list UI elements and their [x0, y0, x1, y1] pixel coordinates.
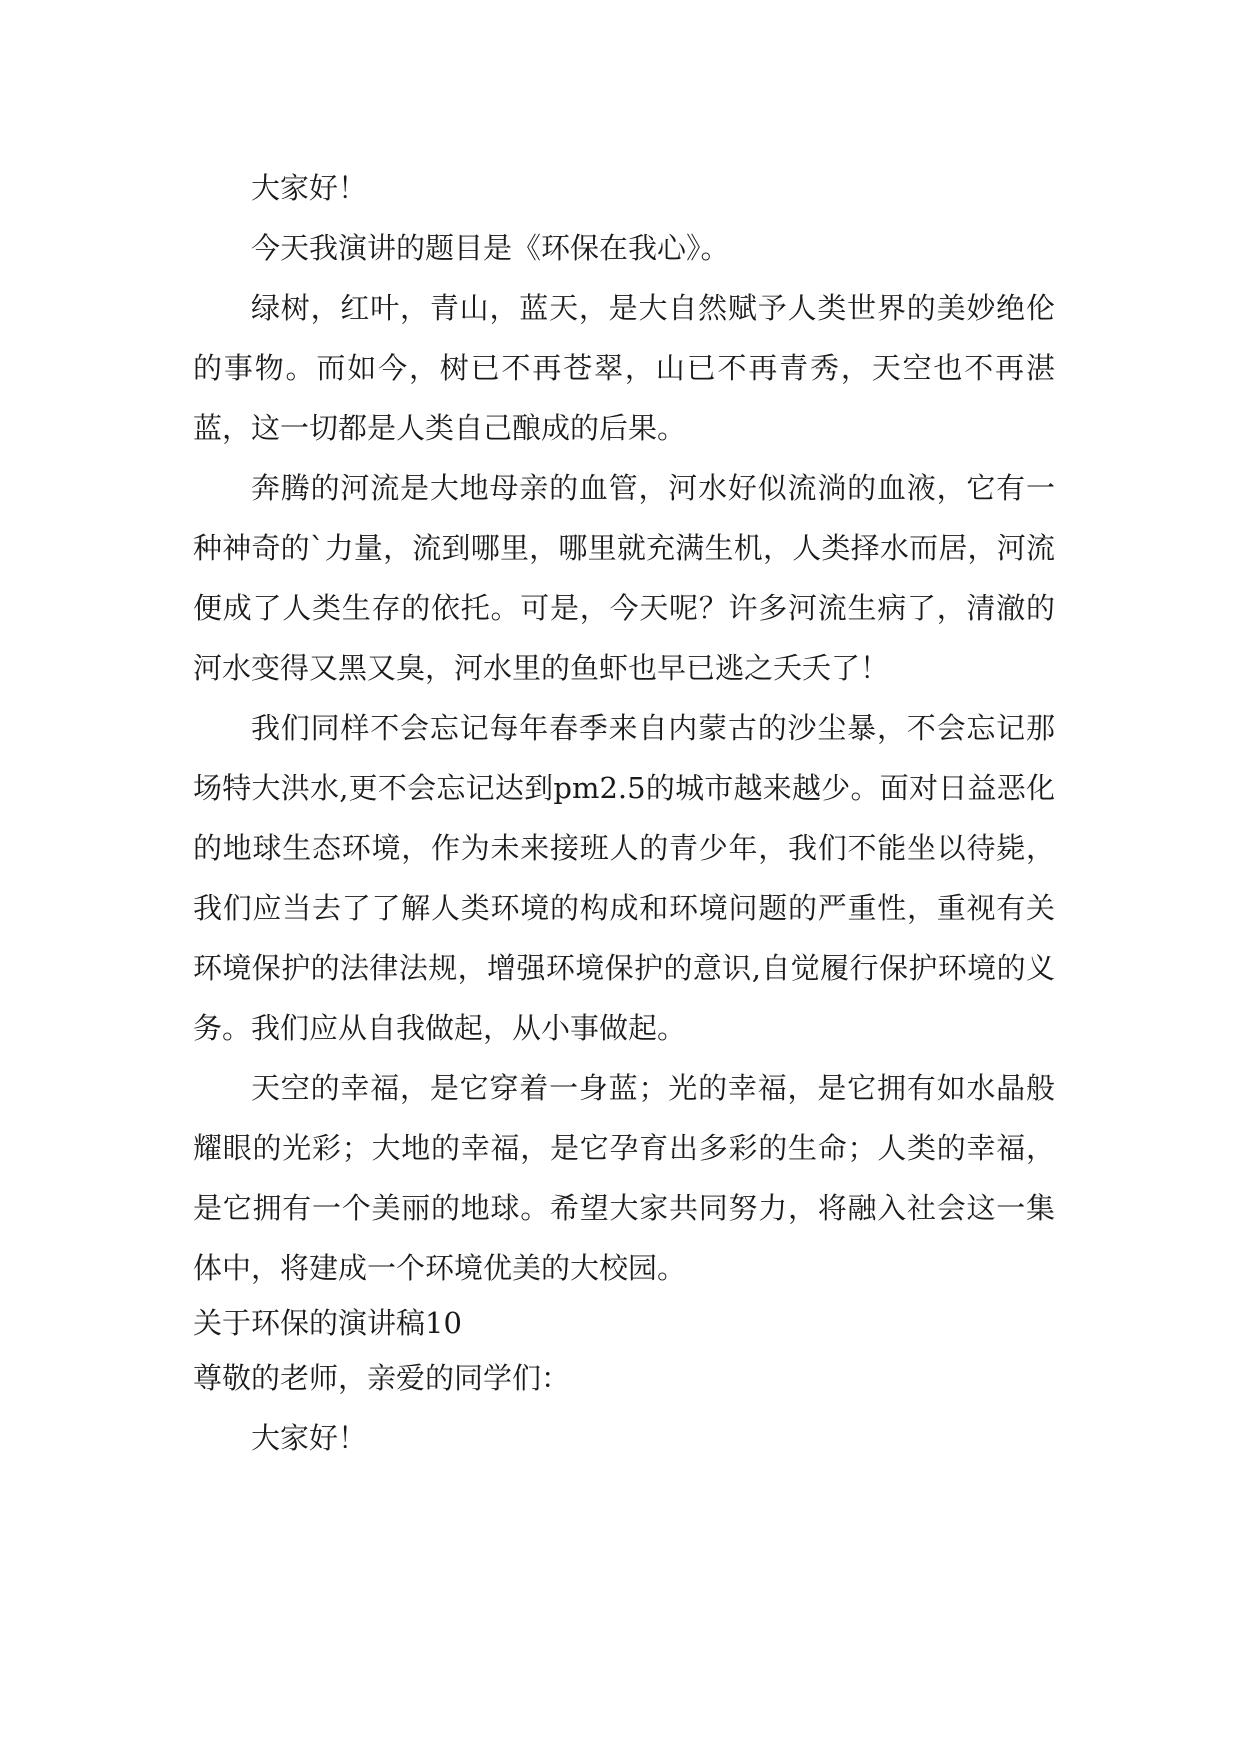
- paragraph-happiness: 天空的幸福，是它穿着一身蓝；光的幸福，是它拥有如水晶般耀眼的光彩；大地的幸福，是它孕育出多彩的生命；人类的幸福，是它拥有一个美丽的地球。希望大家共同努力，将融入社会这一集体中，将建成一个环境优美的大校园。: [193, 1071, 1055, 1285]
- salutation: 尊敬的老师，亲爱的同学们：: [193, 1361, 571, 1395]
- document-body: [193, 158, 1055, 1468]
- paragraph-topic: 今天我演讲的题目是《环保在我心》。: [251, 231, 730, 265]
- paragraph-greeting: 大家好！: [251, 171, 368, 205]
- paragraph-environment: 我们同样不会忘记每年春季来自内蒙古的沙尘暴，不会忘记那场特大洪水,更不会忘记达到pm2.5的城市越来越少。面对日益恶化的地球生态环境，作为未来接班人的青少年，我们不能坐以待毙，我们应当去了了解人类环境的构成和环境问题的严重性，重视有关环境保护的法律法规，增强环境保护的意识,自觉履行保护环境的义务。我们应从自我做起，从小事做起。: [193, 711, 1055, 1045]
- paragraph-rivers: 奔腾的河流是大地母亲的血管，河水好似流淌的血液，它有一种神奇的`力量，流到哪里，哪里就充满生机，人类择水而居，河流便成了人类生存的依托。可是，今天呢？许多河流生病了，清澈的河水变得又黑又臭，河水里的鱼虾也早已逃之夭夭了！: [193, 471, 1055, 685]
- section-heading: 关于环保的演讲稿10: [193, 1306, 462, 1340]
- greeting: 大家好！: [251, 1421, 368, 1455]
- paragraph-nature: 绿树，红叶，青山，蓝天，是大自然赋予人类世界的美妙绝伦的事物。而如今，树已不再苍翠，山已不再青秀，天空也不再湛蓝，这一切都是人类自己酿成的后果。: [193, 291, 1055, 445]
